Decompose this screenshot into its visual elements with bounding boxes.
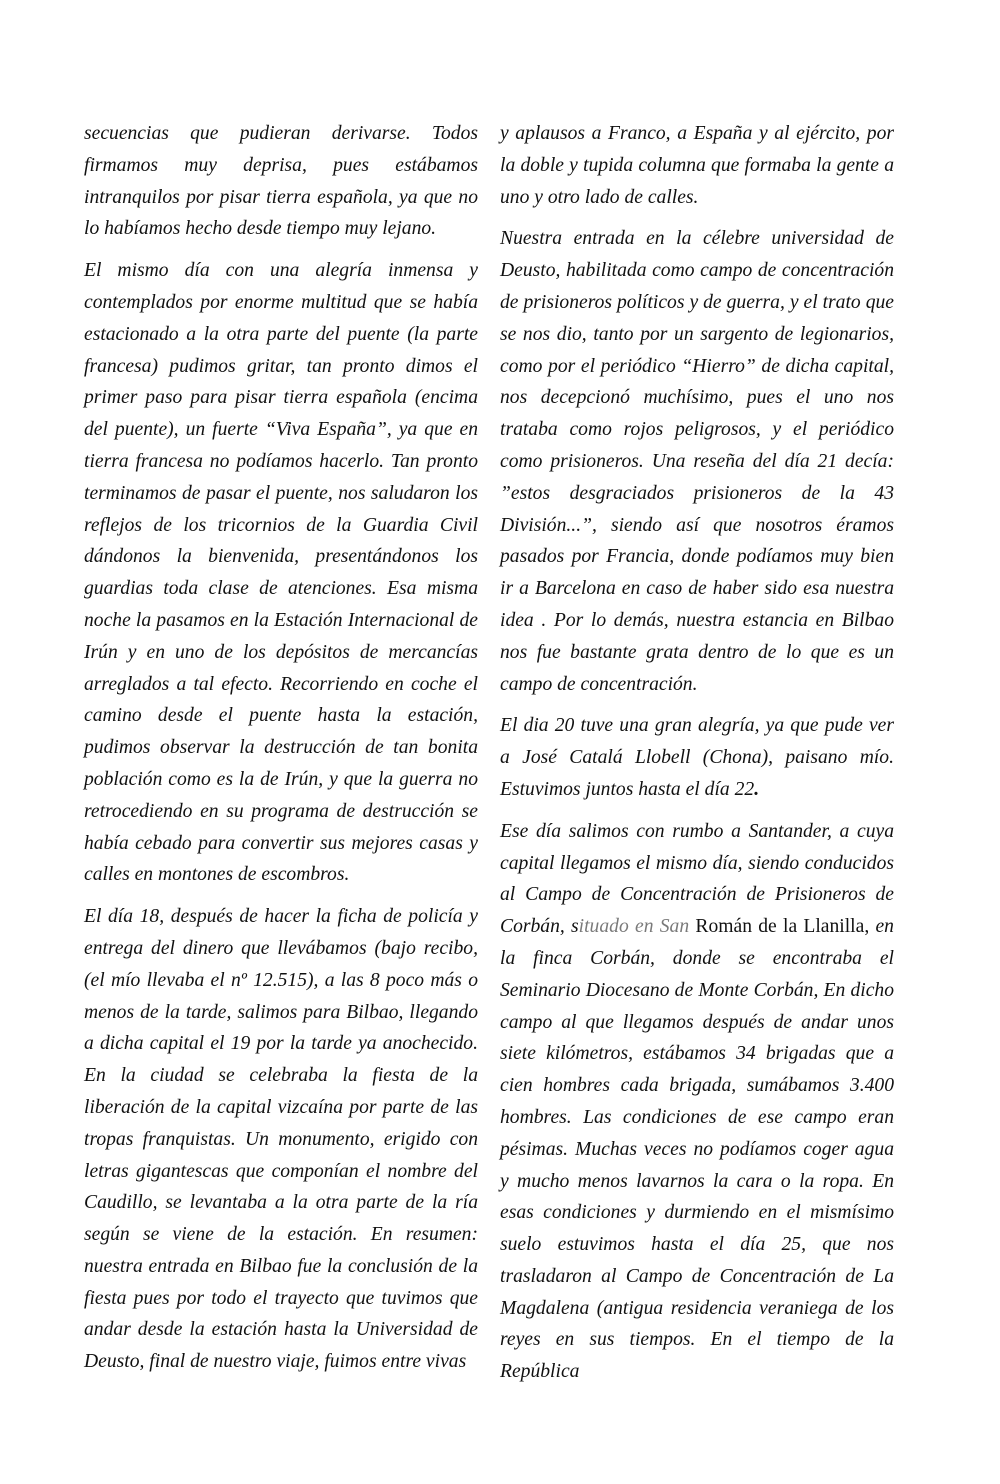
paragraph: El mismo día con una alegría inmensa y contemplados por enorme multitud que se había estacionado a la otra parte del puente (la parte francesa) pudimos gritar, tan pronto dimos el primer paso para pisar tierra española (encima del puente), un fuerte “Viva España”, ya que en tierra francesa no podíamos hacerlo. Tan pronto terminamos de pasar el puente, nos saludaron los reflejos de los tricornios de la Guardia Civil dándonos la bienvenida, presentándonos los guardias toda clase de atenciones. Esa misma noche la pasamos en la Estación Internacional de Irún y en uno de los depósitos de mercancías arreglados a tal efecto. Recorriendo en coche el camino desde el puente hasta la estación, pudimos observar la destrucción de tan bonita población como es la de Irún, y que la guerra no retrocediendo en su programa de destrucción se había cebado para convertir sus mejores casas y calles en montones de escombros. xyxy=(84,260,478,886)
paragraph-text: en la finca Corbán, donde se encontraba el Seminario Diocesano de Monte Corbán, En dicho campo al que llegamos después de andar unos siete kilómetros, estábamos 34 brigadas que a cien hombres cada brigada, sumábamos 3.400 hombres. Las condiciones de ese campo eran pésimas. Muchas veces no podíamos coger agua y mucho menos lavarnos la cara o la ropa. En esas condiciones y durmiendo en el mismísimo suelo estuvimos hasta el día 25, que nos trasladaron al Campo de Concentración de La Magdalena (antigua residencia veraniega de los reyes en sus tiempos. En el tiempo de la República xyxy=(500,916,894,1383)
left-column xyxy=(84,118,478,1388)
paragraph: y aplausos a Franco, a España y al ejército, por la doble y tupida columna que formaba la gente a uno y otro lado de calles. xyxy=(500,123,894,208)
paragraph-text: Ese día salimos con rumbo a Santander, a cuya capital llegamos el mismo día, siendo conducidos al Campo de Concentración de Prisioneros de Corbán, s xyxy=(500,820,894,938)
paragraph xyxy=(500,710,894,805)
right-column xyxy=(500,118,894,1398)
paragraph: Nuestra entrada en la célebre universidad de Deusto, habilitada como campo de concentración de prisioneros políticos y de guerra, y el trato que se nos dio, tanto por un sargento de legionarios, como por el periódico “Hierro” de dicha capital, nos decepcionó muchísimo, pues el uno nos trataba como rojos peligrosos, y el periódico como prisioneros. Una reseña del día 21 decía: ”estos desgraciados prisioneros de la 43 División...”, siendo así que nosotros éramos pasados por Francia, donde podíamos muy bien ir a Barcelona en caso de haber sido esa nuestra idea . Por lo demás, nuestra estancia en Bilbao nos fue bastante grata dentro de lo que es un campo de concentración. xyxy=(500,228,894,695)
paragraph-text: El dia 20 tuve una gran alegría, ya que pude ver a José Catalá Llobell (Chona), paisano mío. Estuvimos juntos hasta el día 22 xyxy=(500,715,894,800)
gray-text: ituado en San xyxy=(578,916,690,938)
paragraph: secuencias que pudieran derivarse. Todos firmamos muy deprisa, pues estábamos intranquilos por pisar tierra española, ya que no lo habíamos hecho desde tiempo muy lejano. xyxy=(84,123,478,240)
upright-text: Román de la Llanilla, xyxy=(689,916,870,938)
paragraph xyxy=(500,816,894,1388)
bold-period: . xyxy=(754,778,760,800)
paragraph: El día 18, después de hacer la ficha de policía y entrega del dinero que llevábamos (bajo recibo, (el mío llevaba el nº 12.515), a las 8 poco más o menos de la tarde, salimos para Bilbao, llegando a dicha capital el 19 por la tarde ya anochecido. En la ciudad se celebraba la fiesta de la liberación de la capital vizcaína por parte de las tropas franquistas. Un monumento, erigido con letras gigantescas que componían el nombre del Caudillo, se levantaba a la otra parte de la ría según se viene de la estación. En resumen: nuestra entrada en Bilbao fue la conclusión de la fiesta pues por todo el trayecto que tuvimos que andar desde la estación hasta la Universidad de Deusto, final de nuestro viaje, fuimos entre vivas xyxy=(84,906,478,1373)
